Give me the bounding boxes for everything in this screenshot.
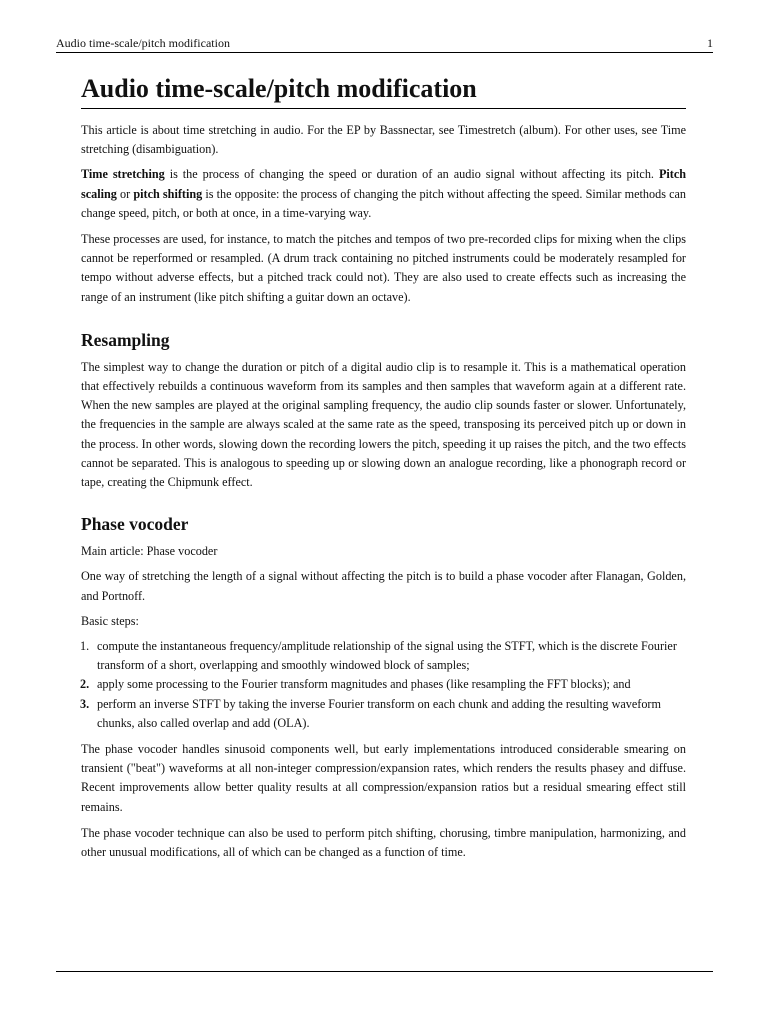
- list-item-number: 1.: [80, 639, 90, 654]
- list-item-number: 3.: [80, 696, 90, 711]
- intro-paragraph: [81, 165, 686, 223]
- list-item-text: perform an inverse STFT by taking the inverse Fourier transform on each chunk and adding the resulting waveform chunks, also called overlap and add (OLA).: [97, 696, 661, 730]
- main-article-note: Main article: Phase vocoder: [81, 544, 218, 559]
- list-item-text: compute the instantaneous frequency/amplitude relationship of the signal using the STFT, which is the discrete Fourier transform of a short, overlapping and smoothly windowed block of samples;: [97, 639, 677, 673]
- intro-text-1: is the process of changing the speed or duration of an audio signal without affecting its pitch.: [164, 167, 659, 182]
- article-title: Audio time-scale/pitch modification: [81, 72, 686, 109]
- phase-vocoder-paragraph-2: The phase vocoder handles sinusoid components well, but early implementations introduced considerable smearing on transient ("beat") waveforms at all non-integer compression/expansion rates, which renders the results phasey and diffuse. Recent improvements allow better quality results at all compression/expansion ratios but a residual smearing effect still remains.: [81, 742, 686, 814]
- running-header-title: Audio time-scale/pitch modification: [56, 36, 230, 50]
- intro-text-2: or: [116, 186, 134, 201]
- term-pitch-shifting: pitch shifting: [133, 186, 203, 201]
- intro-text-3: is the opposite: the process of changing the pitch without affecting the speed. Similar methods can change speed, pitch, or both at once, in a time-varying way.: [81, 186, 687, 220]
- list-item-text: apply some processing to the Fourier transform magnitudes and phases (like resampling the FFT blocks); and: [97, 677, 631, 692]
- list-item: [80, 637, 686, 675]
- list-item: [80, 675, 686, 694]
- basic-steps-label: Basic steps:: [81, 613, 139, 628]
- term-pitch-scaling: Pitch scaling: [81, 167, 687, 201]
- steps-list: [81, 637, 686, 733]
- phase-vocoder-paragraph-1: One way of stretching the length of a signal without affecting the pitch is to build a phase vocoder after Flanagan, Golden, and Portnoff.: [81, 569, 686, 603]
- list-item: [80, 695, 686, 733]
- resampling-paragraph: The simplest way to change the duration or pitch of a digital audio clip is to resample it. This is a mathematical operation that effectively rebuilds a continuous waveform from its samples and then samples that waveform again at a different rate. When the new samples are played at the original sampling frequency, the audio clip sounds faster or slower. Unfortunately, the frequencies in the sample are always scaled at the same rate as the speed, transposing its perceived pitch up or down in the process. In other words, slowing down the recording lowers the pitch, speeding it up raises the pitch, and the two effects cannot be separated. This is analogous to speeding up or slowing down an analogue recording, like a phonograph record or tape, creating the Chipmunk effect.: [81, 359, 686, 490]
- hatnote: This article is about time stretching in audio. For the EP by Bassnectar, see Timestretch (album). For other uses, see Time stretching (disambiguation).: [81, 123, 686, 157]
- section-heading-resampling: Resampling: [81, 329, 170, 350]
- running-header: [56, 34, 713, 53]
- term-time-stretching: Time stretching: [81, 167, 165, 182]
- phase-vocoder-paragraph-3: The phase vocoder technique can also be used to perform pitch shifting, chorusing, timbre manipulation, harmonizing, and other unusual modifications, all of which can be changed as a function of time.: [81, 825, 686, 860]
- list-item-number: 2.: [80, 677, 90, 692]
- section-heading-phase-vocoder: Phase vocoder: [81, 514, 189, 535]
- page-number: 1: [707, 36, 713, 50]
- article-body: [81, 72, 686, 869]
- uses-paragraph: These processes are used, for instance, to match the pitches and tempos of two pre-recorded clips for mixing when the clips cannot be reperformed or resampled. (A drum track containing no pitched instruments could be moderately resampled for tempo without adverse effects, but a pitched track could not). They are also used to create effects such as increasing the range of an instrument (like pitch shifting a guitar down an octave).: [81, 232, 686, 304]
- footer-rule: [56, 971, 713, 972]
